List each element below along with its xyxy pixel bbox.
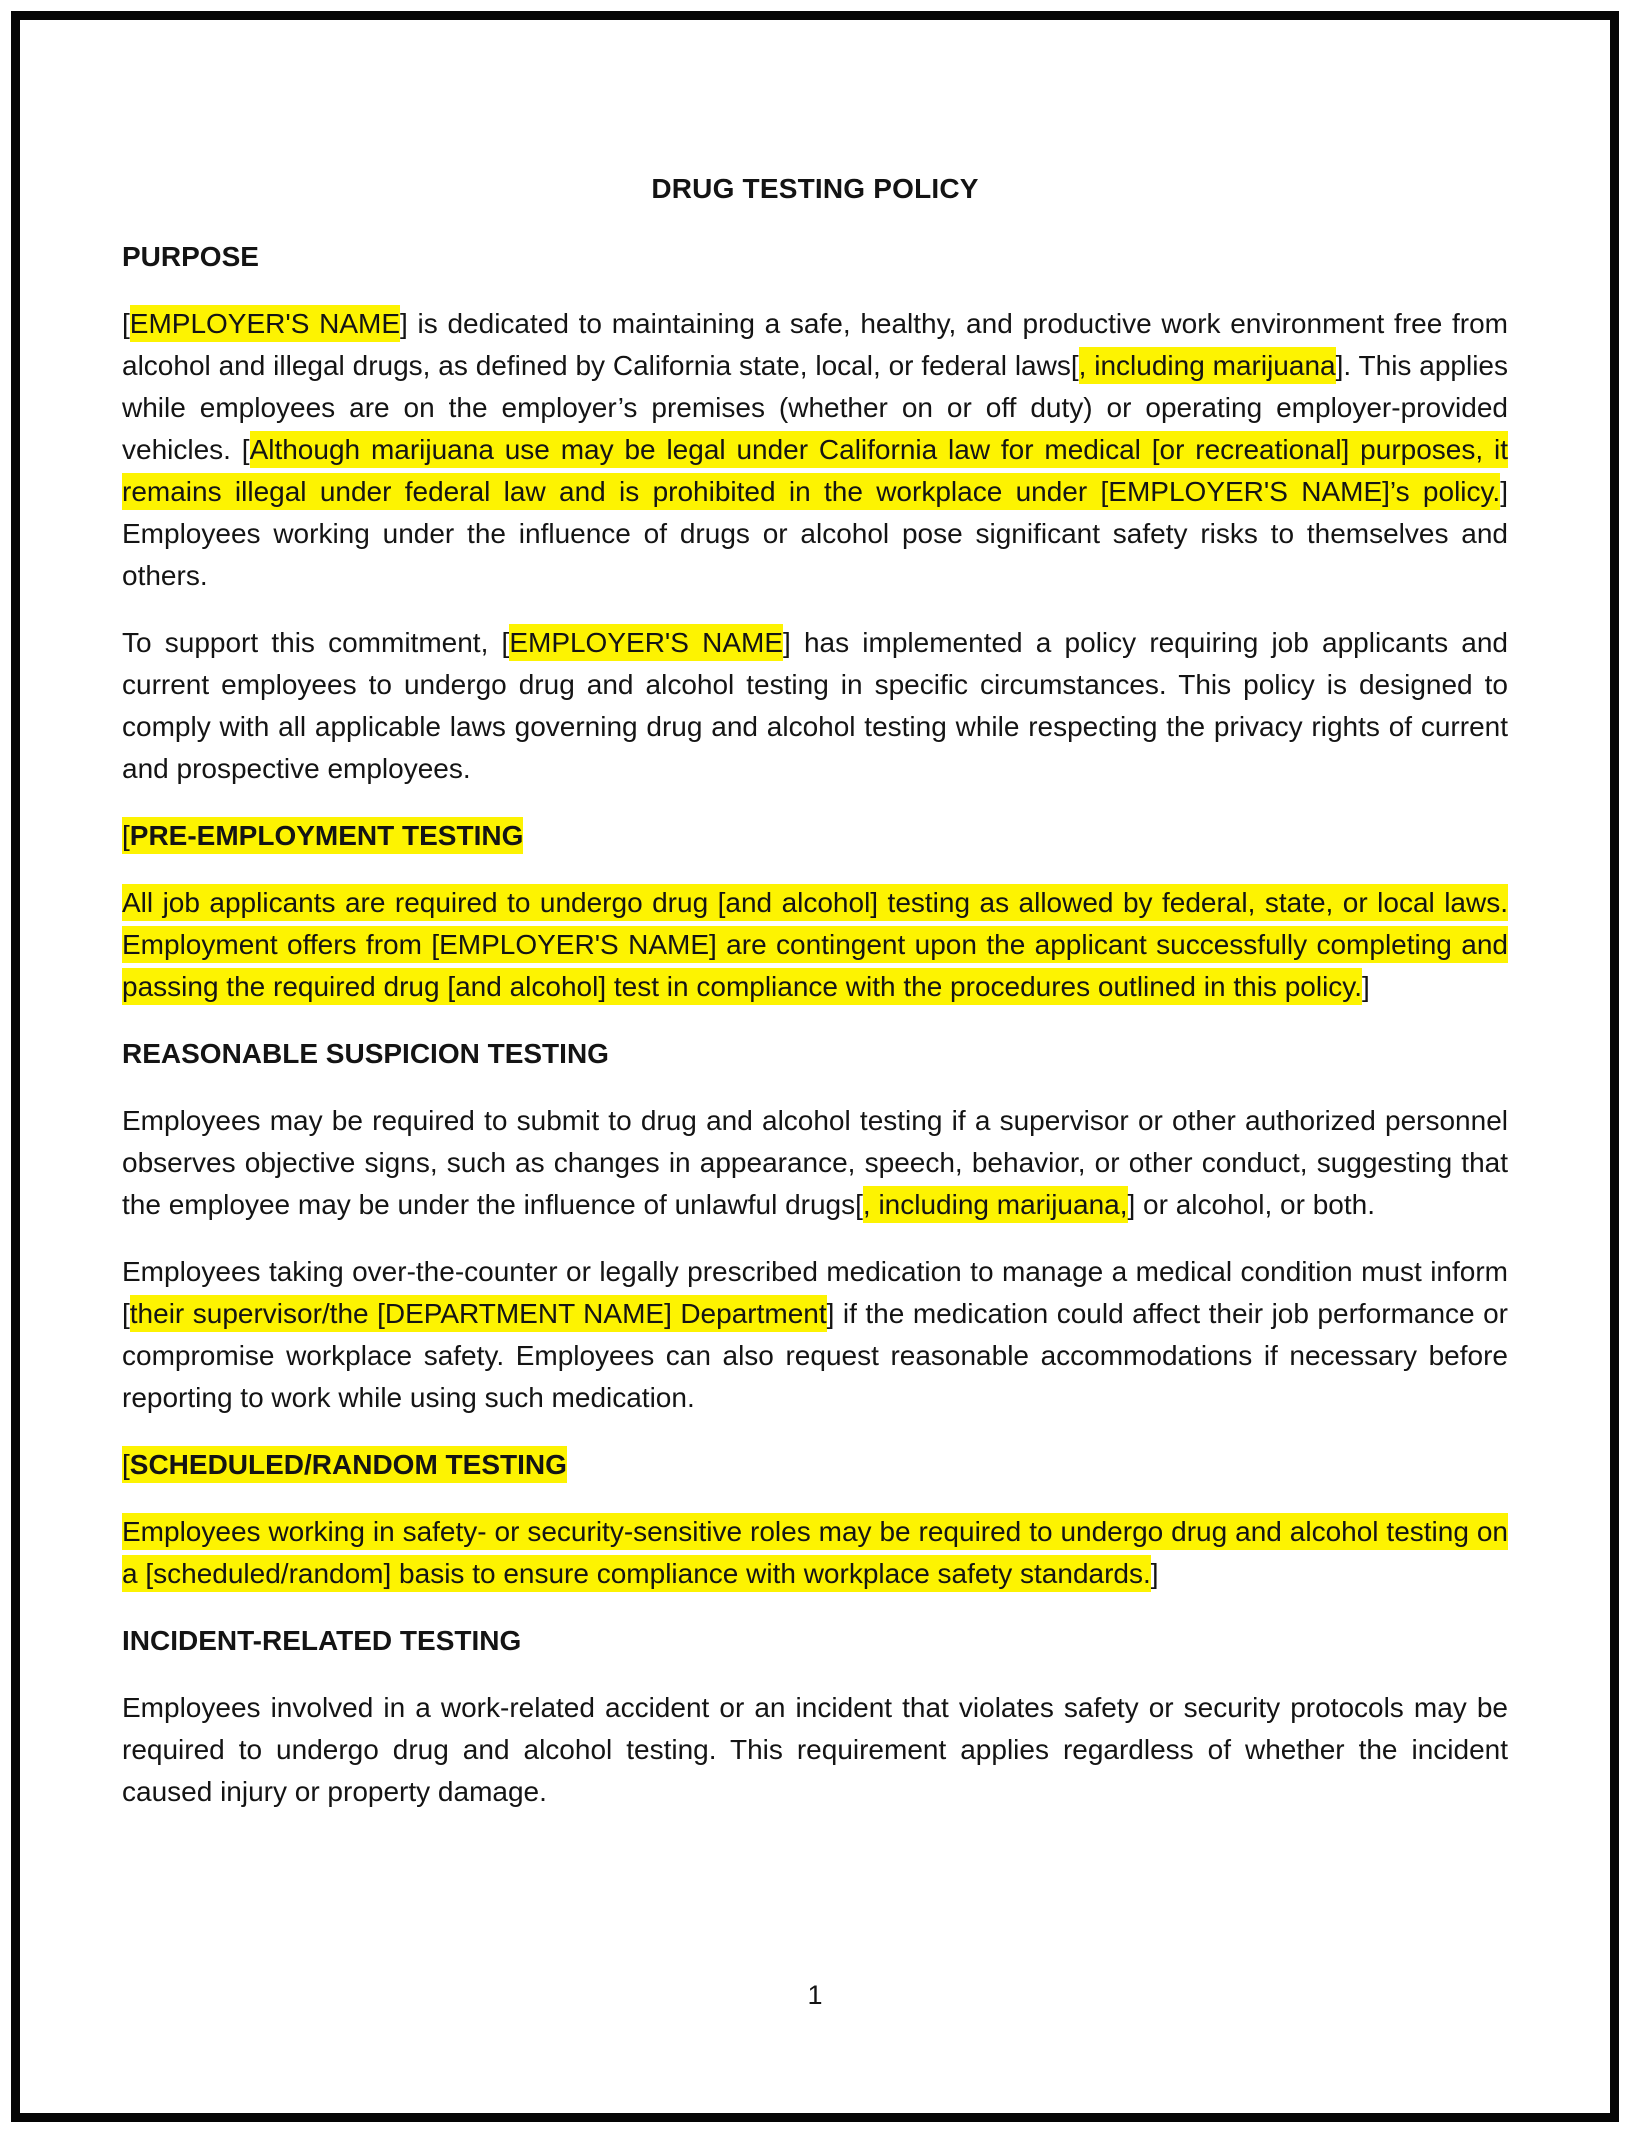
text-run: ] Employees working under the influence of drugs or alcohol pose significant safety risks to themselves and others. (122, 476, 1508, 591)
text-run: Employees involved in a work-related accident or an incident that violates safety or security protocols may be required to undergo drug and alcohol testing. This requirement applies regardless of whether the incident caused injury or property damage. (122, 1692, 1508, 1807)
paragraph (122, 622, 1508, 790)
section-heading (122, 1033, 1508, 1075)
highlighted-text-run: , including marijuana, (863, 1186, 1128, 1223)
text-run: ] if the medication could affect their job performance or compromise workplace safety. Employees can also request reasonable accommodations if necessary before reporting to work while using such medication. (122, 1298, 1509, 1413)
highlighted-text-run: SCHEDULED/RANDOM TESTING (130, 1446, 567, 1483)
highlighted-text-run: Although marijuana use may be legal under California law for medical [or recreational] purposes, it remains illegal under federal law and is prohibited in the workplace under [EMPLOYER'S NAME]’s policy. (122, 431, 1508, 510)
text-run: PURPOSE (122, 241, 259, 272)
text-run: To support this commitment, [ (122, 627, 510, 658)
highlighted-text-run: their supervisor/the [DEPARTMENT NAME] Department (130, 1295, 827, 1332)
section-heading (122, 815, 1508, 857)
highlighted-text-run: All job applicants are required to undergo drug [and alcohol] testing as allowed by federal, state, or local laws. Employment offers from [EMPLOYER'S NAME] are contingent upon the applicant successfully completing and passing the required drug [and alcohol] test in compliance with the procedures outlined in this policy. (122, 884, 1508, 1005)
paragraph (122, 1100, 1508, 1226)
highlighted-text-run: EMPLOYER'S NAME (509, 624, 783, 661)
section-heading (122, 236, 1508, 278)
text-run: INCIDENT-RELATED TESTING (122, 1625, 522, 1656)
paragraph (122, 1687, 1508, 1813)
highlighted-text-run: [ (122, 817, 130, 854)
highlighted-text-run: EMPLOYER'S NAME (130, 305, 400, 342)
highlighted-text-run: [ (122, 1446, 130, 1483)
text-run: ] (1150, 1558, 1159, 1589)
section-heading (122, 1444, 1508, 1486)
text-run: Employees may be required to submit to drug and alcohol testing if a supervisor or other authorized personnel observes objective signs, such as changes in appearance, speech, behavior, or other conduct, suggesting that the employee may be under the influence of unlawful drugs[ (122, 1105, 1508, 1220)
highlighted-text-run: PRE-EMPLOYMENT TESTING (130, 817, 524, 854)
highlighted-text-run: , including marijuana (1079, 347, 1336, 384)
text-run: ] or alcohol, or both. (1127, 1189, 1375, 1220)
text-run: ] is dedicated to maintaining a safe, healthy, and productive work environment free from alcohol and illegal drugs, as defined by California state, local, or federal laws[ (122, 308, 1509, 381)
text-run: ]. This applies while employees are on the employer’s premises (whether on or off duty) or operating employer-provided vehicles. [ (122, 350, 1509, 465)
text-run: ] has implemented a policy requiring job applicants and current employees to undergo drug and alcohol testing in specific circumstances. This policy is designed to comply with all applicable laws governing drug and alcohol testing while respecting the privacy rights of current and prospective employees. (122, 627, 1508, 784)
page-number: 1 (807, 1980, 823, 2010)
paragraph (122, 1511, 1508, 1595)
text-run: ] (1361, 971, 1370, 1002)
document-content (122, 168, 1508, 1813)
paragraph (122, 882, 1508, 1008)
text-run: REASONABLE SUSPICION TESTING (122, 1038, 609, 1069)
paragraph (122, 1251, 1508, 1419)
highlighted-text-run: Employees working in safety- or security-sensitive roles may be required to undergo drug and alcohol testing on a [scheduled/random] basis to ensure compliance with workplace safety standards. (122, 1513, 1508, 1592)
section-heading (122, 1620, 1508, 1662)
text-run: Employees taking over-the-counter or legally prescribed medication to manage a medical condition must inform [ (122, 1256, 1508, 1329)
text-run: [ (122, 308, 130, 339)
paragraph (122, 303, 1508, 597)
document-title: DRUG TESTING POLICY (651, 173, 979, 204)
document-body (122, 236, 1508, 1813)
